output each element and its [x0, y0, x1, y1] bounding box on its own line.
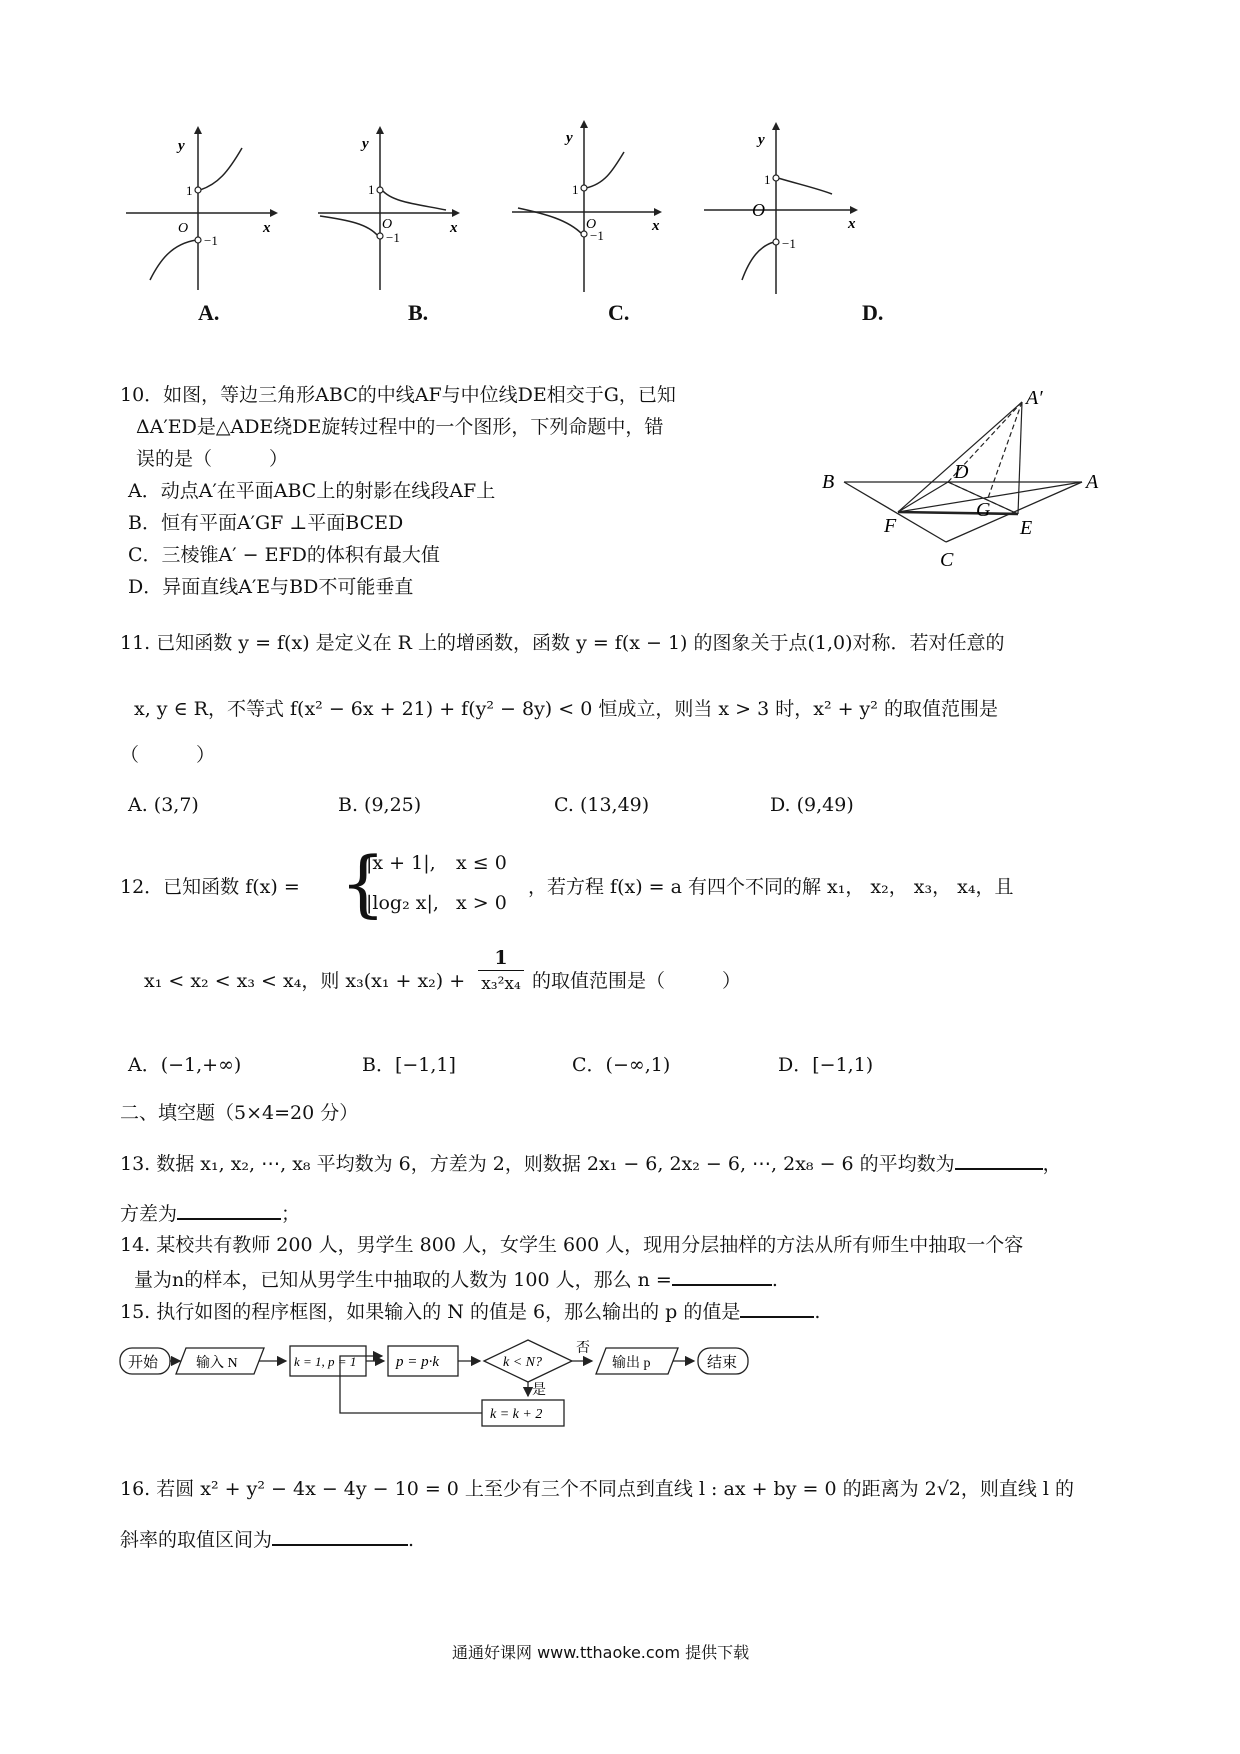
q12-suffix: ，若方程 f(x) = a 有四个不同的解 x₁， x₂， x₃， x₄，且 — [528, 876, 1014, 898]
q12-case1-expr: |x + 1|, — [366, 852, 436, 874]
q16-blank — [272, 1522, 408, 1546]
q12-line2-a: x₁ < x₂ < x₃ < x₄，则 x₃(x₁ + x₂) + — [144, 970, 466, 992]
q16-line2-end: . — [408, 1529, 415, 1551]
q13-line2 — [120, 1196, 300, 1229]
page-footer: 通通好课网 www.tthaoke.com 提供下载 — [452, 1643, 750, 1662]
fig-b: B — [822, 471, 835, 493]
graph-c-y: y — [566, 130, 573, 146]
q15-blank — [740, 1294, 814, 1318]
flow-init: k = 1, p = 1 — [294, 1354, 357, 1369]
q12-frac-den: x₃²x₄ — [481, 974, 521, 994]
q11-line2: x, y ∈ R，不等式 f(x² − 6x + 21) + f(y² − 8y) < 0 恒成立，则当 x > 3 时，x² + y² 的取值范围是 — [134, 698, 998, 720]
graph-a-1: 1 — [186, 183, 193, 198]
graph-c — [506, 108, 676, 298]
flow-no: 否 — [576, 1341, 590, 1356]
q14-line2-text: 量为n的样本，已知从男学生中抽取的人数为 100 人，那么 n = — [134, 1269, 672, 1291]
q16-line1: 16. 若圆 x² + y² − 4x − 4y − 10 = 0 上至少有三个不同点到直线 l : ax + by = 0 的距离为 2√2，则直线 l 的 — [120, 1478, 1075, 1500]
q15-line1-end: . — [814, 1301, 821, 1323]
q13-line1 — [120, 1146, 1062, 1179]
q12-case2-cond: x > 0 — [456, 892, 507, 914]
graph-c-x: x — [652, 218, 660, 234]
graph-a-m1: −1 — [204, 233, 218, 248]
q14-blank — [672, 1262, 772, 1286]
graph-a-y: y — [178, 138, 185, 154]
flow-update: p = p·k — [396, 1354, 440, 1370]
graph-b-x: x — [450, 220, 458, 236]
graph-c-o: O — [586, 217, 597, 232]
graph-c-label: C. — [608, 300, 630, 325]
graph-c-1: 1 — [572, 182, 579, 197]
q13-line1-end: ， — [1042, 1153, 1062, 1175]
graph-c-m1: −1 — [590, 228, 604, 243]
q16-line2-text: 斜率的取值区间为 — [120, 1529, 273, 1551]
graph-d-1: 1 — [764, 172, 771, 187]
q12-frac-num: 1 — [478, 946, 524, 971]
q10-option-c: C．三棱锥A′ − EFD的体积有最大值 — [128, 544, 440, 566]
graph-b-m1: −1 — [386, 230, 400, 245]
q14-line2 — [134, 1262, 778, 1295]
q15-line1 — [120, 1294, 820, 1327]
fig-f: F — [884, 515, 897, 537]
graph-b-o: O — [382, 217, 393, 232]
q12-line2-b: 的取值范围是（ ） — [532, 970, 742, 992]
graph-d-label: D. — [862, 300, 884, 325]
q16-line2 — [120, 1522, 414, 1555]
fig-a: A — [1086, 471, 1099, 493]
flow-cond: k < N? — [503, 1355, 542, 1370]
q15-line1-text: 15. 执行如图的程序框图，如果输入的 N 的值是 6，那么输出的 p 的值是 — [120, 1301, 741, 1323]
graph-a-o: O — [178, 221, 189, 236]
q11-line1: 11. 已知函数 y = f(x) 是定义在 R 上的增函数，函数 y = f(x − 1) 的图象关于点(1,0)对称．若对任意的 — [120, 632, 1005, 654]
q12-brace: { — [340, 841, 386, 925]
graph-d-x: x — [848, 216, 856, 232]
q14-line1: 14. 某校共有教师 200 人，男学生 800 人，女学生 600 人，现用分层抽样的方法从所有师生中抽取一个容 — [120, 1234, 1024, 1256]
q12-fraction — [478, 946, 524, 997]
flow-incr: k = k + 2 — [490, 1407, 543, 1422]
q13-blank-variance — [177, 1196, 281, 1220]
flow-end: 结束 — [707, 1355, 738, 1371]
q11-option-d: D. (9,49) — [770, 794, 854, 816]
flow-input: 输入 N — [196, 1356, 238, 1371]
graph-a-label: A. — [198, 300, 220, 325]
q15-flowchart — [118, 1330, 798, 1440]
q12-prefix: 12．已知函数 f(x) = — [120, 876, 300, 898]
q12-case2-expr: |log₂ x|, — [366, 892, 439, 914]
graph-b-1: 1 — [368, 182, 375, 197]
q12-option-a: A．(−1,+∞) — [128, 1054, 242, 1076]
q11-option-b: B. (9,25) — [338, 794, 422, 816]
fig-e: E — [1020, 517, 1033, 539]
q12-case1-cond: x ≤ 0 — [456, 852, 507, 874]
flow-yes: 是 — [532, 1383, 546, 1398]
fig-g: G — [976, 499, 991, 521]
q11-line3: （ ） — [120, 744, 216, 766]
q11-option-c: C. (13,49) — [554, 794, 650, 816]
fig-d: D — [954, 461, 969, 483]
q10-option-a: A．动点A′在平面ABC上的射影在线段AF上 — [128, 480, 496, 502]
q13-line1-text: 13. 数据 x₁, x₂, ⋯, x₈ 平均数为 6，方差为 2，则数据 2x₁ − 6, 2x₂ − 6, ⋯, 2x₈ − 6 的平均数为 — [120, 1153, 955, 1175]
graph-d-m1: −1 — [782, 236, 796, 251]
graph-d-o: O — [752, 200, 765, 220]
q12-option-d: D．[−1,1) — [778, 1054, 874, 1076]
graph-a — [120, 120, 280, 300]
flow-output: 输出 p — [612, 1356, 651, 1371]
q13-blank-mean — [955, 1146, 1043, 1170]
graph-d-y: y — [758, 132, 765, 148]
graph-b-label: B. — [408, 300, 429, 325]
q11-option-a: A. (3,7) — [128, 794, 199, 816]
graph-b — [312, 120, 472, 300]
q10-option-d: D．异面直线A′E与BD不可能垂直 — [128, 576, 414, 598]
q10-line2: ΔA′ED是△ADE绕DE旋转过程中的一个图形，下列命题中，错 — [136, 416, 664, 438]
graph-b-y: y — [362, 136, 369, 152]
flow-start: 开始 — [128, 1355, 159, 1371]
q12-option-b: B．[−1,1] — [362, 1054, 456, 1076]
section-2-title: 二、填空题（5×4=20 分） — [120, 1102, 359, 1124]
fig-a1: A′ — [1026, 387, 1043, 409]
q10-line1: 10．如图，等边三角形ABC的中线AF与中位线DE相交于G，已知 — [120, 384, 676, 406]
q10-figure — [822, 384, 1112, 568]
graph-a-x: x — [263, 220, 271, 236]
graph-d — [698, 110, 868, 300]
fig-c: C — [940, 549, 954, 568]
q13-line2-end: ； — [281, 1203, 301, 1225]
q10-option-b: B．恒有平面A′GF ⊥平面BCED — [128, 512, 404, 534]
q10-line3: 误的是（ ） — [136, 448, 289, 470]
q14-line2-end: . — [771, 1269, 778, 1291]
q13-line2-text: 方差为 — [120, 1203, 178, 1225]
q12-option-c: C．(−∞,1) — [572, 1054, 671, 1076]
graphs-row — [120, 120, 980, 370]
